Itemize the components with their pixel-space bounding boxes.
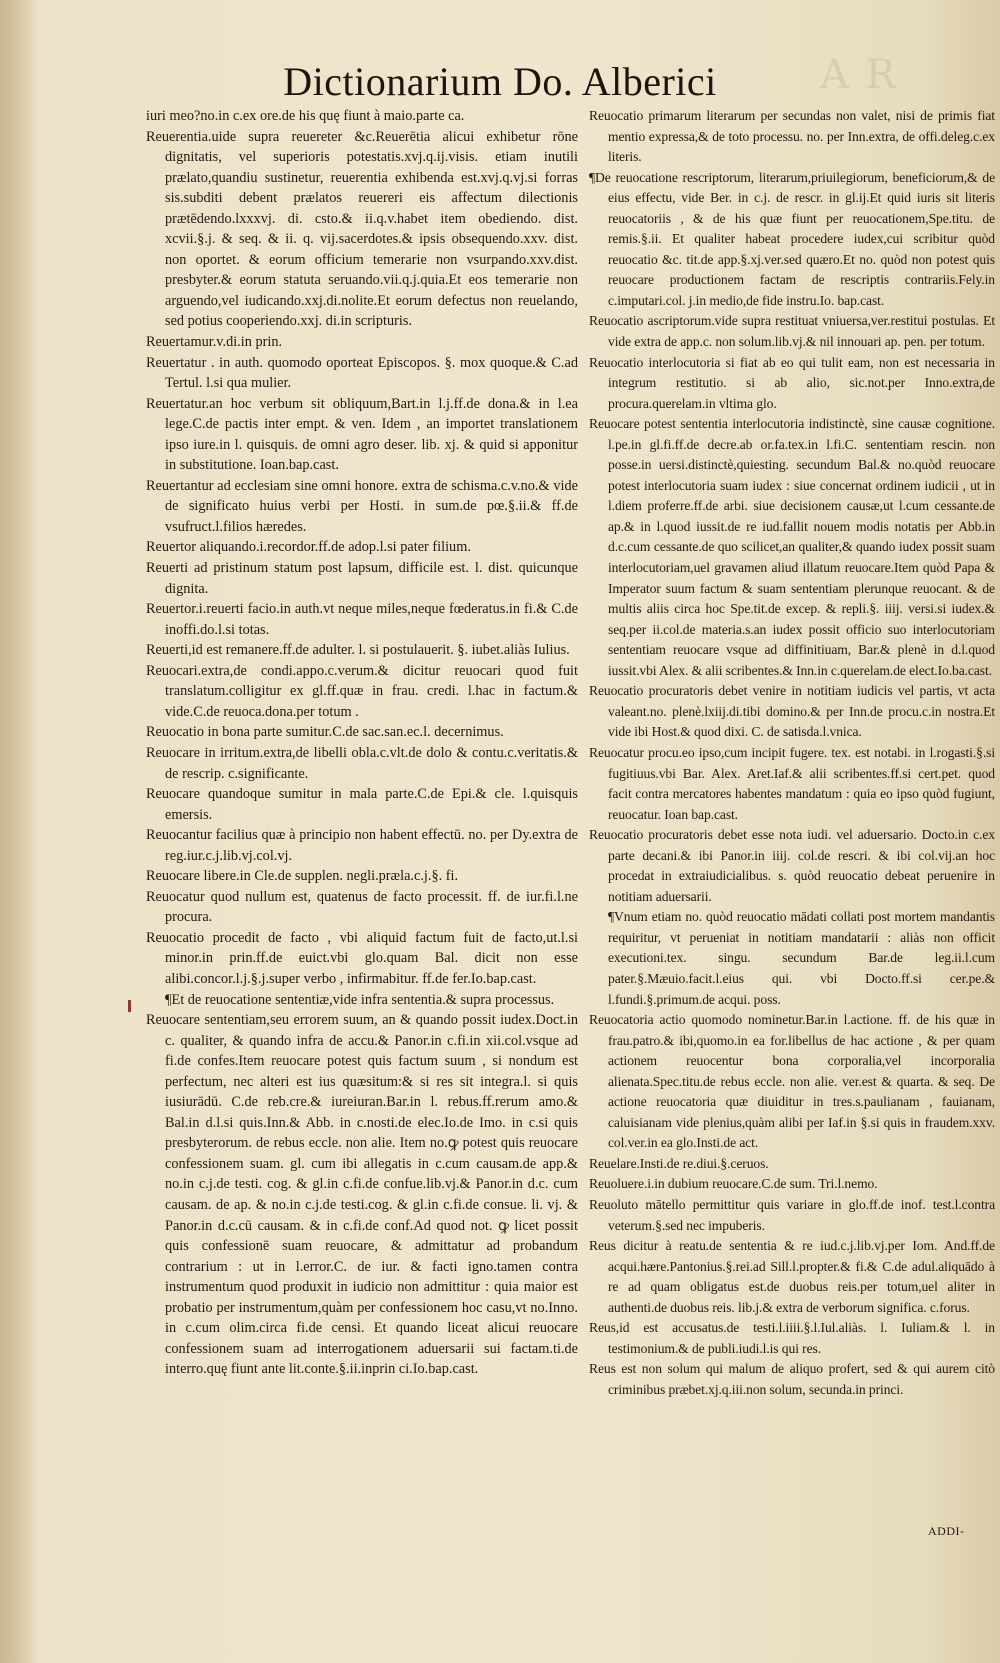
dictionary-entry: Reuerti ad pristinum statum post lapsum, difficile est. l. dist. quicunque dignita. xyxy=(146,560,578,597)
catchword: ADDI- xyxy=(928,1524,965,1538)
dictionary-entry: Reus dicitur à reatu.de sententia & re iud.c.j.lib.vj.per Iom. And.ff.de acqui.hære.Pantonius.§.rei.ad Sill.l.propter.& fi.& C.de adul.aliquādo à re ad quam obligatus est.de duobus reis.per totum,uel aliter in authenti.de duobus reis. lib.j.& extra de verborum significa. c.forus. xyxy=(589,1238,995,1315)
dictionary-entry: Reuocatur procu.eo ipso,cum incipit fugere. tex. est notabi. in l.rogasti.§.si fugitiuus.vbi Bar. Alex. Aret.Iaf.& alii scribentes.ff.si cert.pet. quod facit contra mercatores habentes mandatum : quia eo ipso quòd fugiunt, reuocatur. Ioan bap.cast. xyxy=(589,744,995,822)
dictionary-entry: iuri meo?no.in c.ex ore.de his quę fiunt à maio.parte ca. xyxy=(146,108,465,124)
dictionary-entry: Reuerentia.uide supra reuereter &c.Reuerētia alicui exhibetur rōne dignitatis, vel superioris potestatis.xvj.q.ij.visis. etiam inutili prælato,quandiu sustinetur, reuerentia exhibenda est.xvj.q.vj.si forras sis.subditi debent prælatos reuereri eis affectum dilectionis prætēdendo.lxxxvj. di. csto.& ii.q.v.habet item obediendo. dist. xcvii.§.j. & seq. & ii. q. vij.sacerdotes.& ipsis obsequendo.xxv. dist. non oportet. & eorum officium temerarie non vsurpando.xxv.dist. presbyter.& eorum statuta seruando.vii.q.j.quia.Et eos temerarie non arguendo,vel iudicando.xxj.di.nolite.Et eorum defectus non reuelando, sed potius cooperiendo.xxj. di.in scripturis. xyxy=(146,128,578,330)
dictionary-entry: Reuocatio ascriptorum.vide supra restituat vniuersa,ver.restitui postulas. Et vide extra de app.c. non solum.lib.vj.& nil innouari ap. pen. per totum. xyxy=(589,313,995,350)
dictionary-entry: Reuocare potest sententia interlocutoria indistinctè, sine causæ cognitione. l.pe.in gl.fi.ff.de decre.ab or.fa.tex.in l.fi.C. sententiam rescin. non posse.in uersi.distinctè,quiesting. secundum Bal.& no.quòd reuocare potest interlocutoria suam iudex : siue concernat ordinem iudicii , ut in l.diem proferre.ff.de arbi. siue decisionem causæ,ut l.cum cessante.de ap.& in l.quod iussit.de re iud.fallit nouem modis notatis per Abb.in d.c.cum cessante.de quo scilicet,an qualiter,& quando iudex possit suam interlocutoriam,uel gravamen aliud illatum reuocare.Item quòd Papa & Imperator suum factum & suam sententiam plerunque reuocant. & de multis aliis circa hoc Spe.tit.de excep. & repli.§. iiij. versi.si iudex.& seq.per ii.col.de materia.s.an iudex possit officio suo interlocutoriam sententiam reuocare vsque ad diffinitiuam, Bar.& plenè in d.l.quod iussit.vbi Alex. & alii scribentes.& Inn.in c.querelam.de elect.Io.ba.cast. xyxy=(589,416,995,678)
dictionary-entry: Reuertantur ad ecclesiam sine omni honore. extra de schisma.c.v.no.& vide de significato huius verbi per Hosti. in sum.de pœ.§.ii.& ff.de vsufruct.l.filios hæredes. xyxy=(146,477,578,535)
dictionary-entry: Reuocare sententiam,seu errorem suum, an & quando possit iudex.Doct.in c. qualiter, & quando infra de accu.& Panor.in c.fi.in xii.col.vsque ad fi.de confes.Item reuocare potest quis factum suum , si nondum est perfectum, nec alteri est ius quæsitum:& si res sit integra.l. si quis iusiurādū. C.de reb.cre.& iureiuran.Bar.in l. rebus.ff.rerum amo.& Bal.in d.l.si quis.Inn.& Abb. in c.nosti.de elec.Io.de Imo. in c.si quis presbyterorum. de rebus eccle. non alie. Item no.ꝙ potest quis reuocare confessionem suam. gl. cum ibi allegatis in c.cum causam.de app.& no.in c.j.de testi. cog. & gl.in c.fi.de confue.lib.vj.& Panor.in d.c. cum causam. de ap. & no.in c.j.de testi.cog. & gl.in c.fi.de consue. li. vj. & Panor.in d.c.cū causam. & in c.fi.de conf.Ad quod not. ꝙ licet possit quis confessionē suam reuocare, & admittatur ad probandum contrarium : ut in l.error.C. de iur. & facti igno.tamen contra instrumentum quod produxit in iudicio non admittitur : quia maior est probatio per instrumentum,quàm per confessionem hoc casu,vt no.Inno. in c.cum olim.circa fi.de censi. Et quando liceat alicui reuocare confessionem suam ad interrogationem aduersarii sui factam.ti.de interro.quę fiunt ante lit.conte.§.ii.inprin ci.Io.bap.cast. xyxy=(146,1012,578,1378)
dictionary-entry: Reuocatur quod nullum est, quatenus de facto processit. ff. de iur.fi.l.ne procura. xyxy=(146,888,578,926)
dictionary-entry: Reuoluto mātello permittitur quis variare in glo.ff.de inof. test.l.contra veterum.§.sed nec impuberis. xyxy=(589,1196,995,1233)
dictionary-entry: Reuoluere.i.in dubium reuocare.C.de sum. Tri.l.nemo. xyxy=(589,1176,878,1192)
dictionary-entry: Reuocari.extra,de condi.appo.c.verum.& dicitur reuocari quod fuit translatum.colligitur ex gl.ff.quæ in frau. credi. l.hac in factum.& vide.C.de reuoca.dona.per totum . xyxy=(146,662,578,720)
dictionary-entry: ¶Vnum etiam no. quòd reuocatio mādati collati post mortem mandantis requiritur, vt perueniat in notitiam mandatarii : aliàs non officit executioni.tex. singu. secundum Bar.de leg.ii.l.cum pater.§.Mæuio.facit.l.eius qui. vbi Docto.ff.si cer.pe.& l.fundi.§.primum.de acqui. poss. xyxy=(608,909,995,1007)
dictionary-entry: Reus,id est accusatus.de testi.l.iiii.§.l.Iul.aliàs. l. Iuliam.& l. in testimonium.& de publi.iudi.l.is qui res. xyxy=(589,1320,995,1356)
dictionary-entry: Reuocatio primarum literarum per secundas non valet, nisi de primis fiat mentio expressa,& de toto processu. no. per Inn.extra, de offi.deleg.c.ex literis. xyxy=(589,108,995,165)
dictionary-entry: Reuocatio procuratoris debet esse nota iudi. vel aduersario. Docto.in c.ex parte decani.& ibi Panor.in iiij. col.de rescri. & ibi col.vij.an hoc procedat in extraiudicialibus. s. quòd reuocatio debeat peruenire in notitiam aduersarii. xyxy=(589,827,995,904)
dictionary-entry: Reuertatur . in auth. quomodo oporteat Episcopos. §. mox quoque.& C.ad Tertul. l.si qua mulier. xyxy=(146,354,578,392)
dictionary-entry: ¶De reuocatione rescriptorum, literarum,priuilegiorum, beneficiorum,& de eius effectu, vide Ber. in c.j. de rescr. in gl.ij.Et quid iuris sit literis reuocatoriis , & de his quæ fiunt per reuocationem,Spe.titu. de remis.§.ii. Et qualiter habeat procedere iudex,cui scribitur quòd reuocatio &c. tit.de app.§.xj.ver.sed quæro.Et no. quòd non potest quis reuocare productionem factam de rescriptis contrariis.Fely.in c.imputari.col. j.in medio,de fide instru.Io. bap.cast. xyxy=(589,169,995,308)
dictionary-entry: ¶Et de reuocatione sententiæ,vide infra sententia.& supra processus. xyxy=(165,991,555,1008)
dictionary-entry: Reuerti,id est remanere.ff.de adulter. l. si postulauerit. §. iubet.aliàs Iulius. xyxy=(146,642,570,659)
left-column xyxy=(146,106,578,1380)
dictionary-entry: Reuocatoria actio quomodo nominetur.Bar.in l.actione. ff. de his quæ in frau.patro.& ibi,quomo.in ea for.libellus de hac actione , & per quam actionem reuocentur bona corporalia,vel incorporalia alienata.Spec.titu.de rebus eccle. non alie. ver.est & quarta. & seq. De actione reuocatoria quæ diuiditur in tres.s.paulianam , fauianam, caluisianam vide plenius,quàm alibi per Iaf.in §.si quis in fraudem.xxv. col.ver.in ea glo.Insti.de act. xyxy=(589,1012,995,1151)
dictionary-entry: Reuocare in irritum.extra,de libelli obla.c.vlt.de dolo & contu.c.veritatis.& de rescrip. c.significante. xyxy=(146,744,578,782)
margin-mark xyxy=(128,1000,131,1012)
dictionary-entry: Reuertor.i.reuerti facio.in auth.vt neque miles,neque fœderatus.in fi.& C.de inoffi.do.l.si totas. xyxy=(146,601,578,638)
dictionary-entry: Reuocatio procuratoris debet venire in notitiam iudicis vel partis, vt acta valeant.no. plenè.lxiij.di.tibi domino.& per Inn.de procu.c.in nostra.Et vide ibi Host.& quod dixi. C. de satisda.l.vnica. xyxy=(589,683,995,740)
dictionary-entry: Reuertamur.v.di.in prin. xyxy=(146,334,283,351)
dictionary-entry: Reuocare quandoque sumitur in mala parte.C.de Epi.& cle. l.quisquis emersis. xyxy=(146,786,578,823)
dictionary-entry: Reuertatur.an hoc verbum sit obliquum,Bart.in l.j.ff.de dona.& in l.ea lege.C.de pactis inter empt. & ven. Idem , an importet translationem ipso iure.in l. quisquis. de omni agro deser. lib. xj. & quid si apponitur in substitutione. Ioan.bap.cast. xyxy=(146,395,578,474)
dictionary-entry: Reuocare libere.in Cle.de supplen. negli.præla.c.j.§. fi. xyxy=(146,868,459,885)
dictionary-entry: Reuocantur facilius quæ à principio non habent effectū. no. per Dy.extra de reg.iur.c.j.lib.vj.col.vj. xyxy=(146,827,578,864)
bleed-through-text: A R xyxy=(820,52,898,98)
dictionary-entry: Reus est non solum qui malum de aliquo profert, sed & qui aurem citò criminibus præbet.xj.q.iii.non solum, secunda.in princi. xyxy=(589,1361,995,1397)
gutter-shadow xyxy=(0,0,38,1663)
dictionary-entry: Reuocatio interlocutoria si fiat ab eo qui tulit eam, non est necessaria in integrum restitutio. si ab alio, sic.not.per Inno.extra,de procura.querelam.in vltima glo. xyxy=(589,354,995,411)
running-header: Dictionarium Do. Alberici xyxy=(283,59,717,104)
dictionary-entry: Reuocatio procedit de facto , vbi aliquid factum fuit de facto,ut.l.si minor.in prin.ff.de euict.vbi glo.quam Bal. dicit non esse alibi.concor.l.j.§.j.super verbo , infirmabitur. ff.de fer.Io.bap.cast. xyxy=(146,929,578,987)
dictionary-entry: Reuertor aliquando.i.recordor.ff.de adop.l.si pater filium. xyxy=(146,539,471,556)
dictionary-entry: Reuelare.Insti.de re.diui.§.ceruos. xyxy=(589,1155,769,1171)
right-column xyxy=(589,106,995,1400)
dictionary-entry: Reuocatio in bona parte sumitur.C.de sac.san.ec.l. decernimus. xyxy=(146,724,504,741)
